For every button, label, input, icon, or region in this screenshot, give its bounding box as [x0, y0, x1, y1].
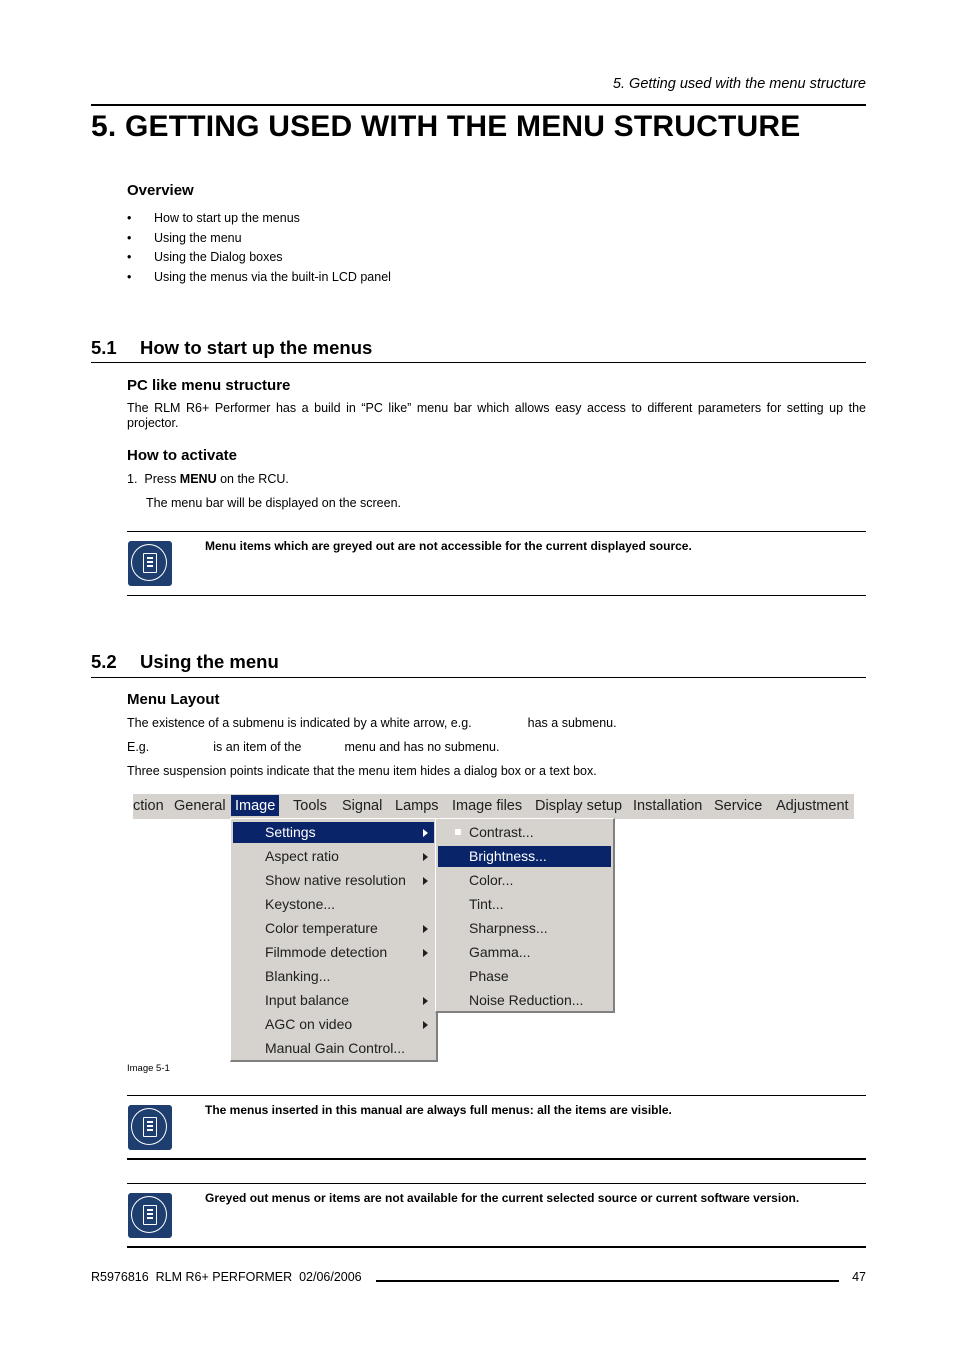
note-rule-bottom [127, 1158, 866, 1160]
submenu-item[interactable]: Gamma... [469, 944, 531, 960]
footer-rule [376, 1280, 839, 1282]
image-caption: Image 5-1 [127, 1063, 170, 1074]
note-rule-bottom [127, 595, 866, 596]
submenu-arrow-icon [423, 997, 428, 1005]
menubar-item[interactable]: Display setup [535, 798, 623, 814]
menu-item[interactable]: Filmmode detection [233, 942, 434, 963]
menu-item[interactable]: Blanking... [265, 968, 331, 984]
settings-submenu [435, 818, 615, 1013]
paragraph-pc-like: The RLM R6+ Performer has a build in “PC like” menu bar which allows easy access to different parameters for setting up the projector. [127, 401, 866, 430]
menubar-item[interactable]: Tools [293, 798, 327, 814]
submenu-arrow-icon [423, 925, 428, 933]
note-icon [128, 1193, 172, 1238]
subheading-how-to-activate: How to activate [127, 447, 238, 464]
menu-item[interactable]: Aspect ratio [233, 846, 434, 867]
subheading-menu-layout: Menu Layout [127, 691, 220, 708]
submenu-item-brightness[interactable]: Brightness... [438, 846, 611, 867]
submenu-item[interactable]: Color... [469, 872, 514, 888]
section-heading-5-1: 5.1 How to start up the menus [91, 337, 373, 358]
overview-list [127, 209, 391, 287]
menubar-item[interactable]: Image files [452, 798, 523, 814]
section-rule [91, 677, 866, 678]
menu-item-settings[interactable]: Settings [233, 822, 434, 843]
image-dropdown [230, 818, 438, 1062]
note-rule-top [127, 1183, 866, 1184]
running-header: 5. Getting used with the menu structure [612, 76, 866, 92]
submenu-item[interactable]: Contrast... [438, 822, 611, 843]
menu-bar [133, 794, 854, 819]
menubar-item[interactable]: General [174, 798, 226, 814]
section-heading-5-2: 5.2 Using the menu [91, 651, 279, 672]
note-text: Menu items which are greyed out are not accessible for the current displayed source. [205, 539, 692, 553]
submenu-arrow-icon [423, 877, 428, 885]
list-item: • Using the menu [127, 230, 242, 245]
menubar-item[interactable]: Lamps [395, 798, 439, 814]
note-text: Greyed out menus or items are not available for the current selected source or current software version. [205, 1191, 800, 1205]
paragraph-line-1: The existence of a submenu is indicated by a white arrow, e.g. has a submenu. [127, 716, 617, 730]
menu-item[interactable]: Manual Gain Control... [265, 1040, 406, 1056]
note-icon [128, 1105, 172, 1150]
note-rule-top [127, 531, 866, 532]
note-rule-bottom [127, 1246, 866, 1248]
bullet-icon [455, 829, 461, 835]
paragraph-line-3: Three suspension points indicate that the menu item hides a dialog box or a text box. [127, 764, 597, 778]
list-item: • How to start up the menus [127, 211, 300, 225]
page-number: 47 [852, 1270, 866, 1284]
menubar-item[interactable]: Service [714, 798, 763, 814]
menubar-item[interactable]: ction [133, 798, 164, 814]
submenu-item[interactable]: Tint... [469, 896, 504, 912]
note-icon [128, 541, 172, 586]
step-1-result: The menu bar will be displayed on the screen. [146, 496, 402, 510]
header-rule [91, 104, 866, 106]
submenu-item[interactable]: Sharpness... [469, 920, 548, 936]
menu-screenshot [133, 794, 854, 1062]
overview-heading: Overview [127, 182, 194, 199]
subheading-pc-like: PC like menu structure [127, 377, 291, 394]
step-1: 1. Press MENU on the RCU. [127, 472, 289, 486]
submenu-item[interactable]: Noise Reduction... [469, 992, 584, 1008]
paragraph-line-2: E.g. is an item of the menu and has no submenu. [127, 740, 500, 754]
menubar-item-image[interactable]: Image [231, 795, 279, 816]
submenu-item[interactable]: Phase [469, 968, 509, 984]
submenu-arrow-icon [423, 853, 428, 861]
menu-item[interactable]: Keystone... [265, 896, 336, 912]
menu-item[interactable]: Color temperature [233, 918, 434, 939]
note-rule-top [127, 1095, 866, 1096]
submenu-arrow-icon [423, 949, 428, 957]
chapter-title: 5. GETTING USED WITH THE MENU STRUCTURE [91, 110, 801, 143]
submenu-arrow-icon [423, 1021, 428, 1029]
menu-item[interactable]: AGC on video [233, 1014, 434, 1035]
footer-doc-ref: R5976816 RLM R6+ PERFORMER 02/06/2006 [91, 1270, 362, 1284]
list-item: • Using the menus via the built-in LCD panel [127, 269, 391, 284]
submenu-arrow-icon [423, 829, 428, 837]
note-text: The menus inserted in this manual are always full menus: all the items are visible. [205, 1103, 672, 1117]
menubar-item[interactable]: Adjustment [776, 798, 849, 814]
menu-item[interactable]: Input balance [233, 990, 434, 1011]
section-rule [91, 362, 866, 363]
menubar-item[interactable]: Installation [633, 798, 703, 814]
list-item: • Using the Dialog boxes [127, 250, 283, 264]
menubar-item[interactable]: Signal [342, 798, 383, 814]
menu-item[interactable]: Show native resolution [233, 870, 434, 891]
